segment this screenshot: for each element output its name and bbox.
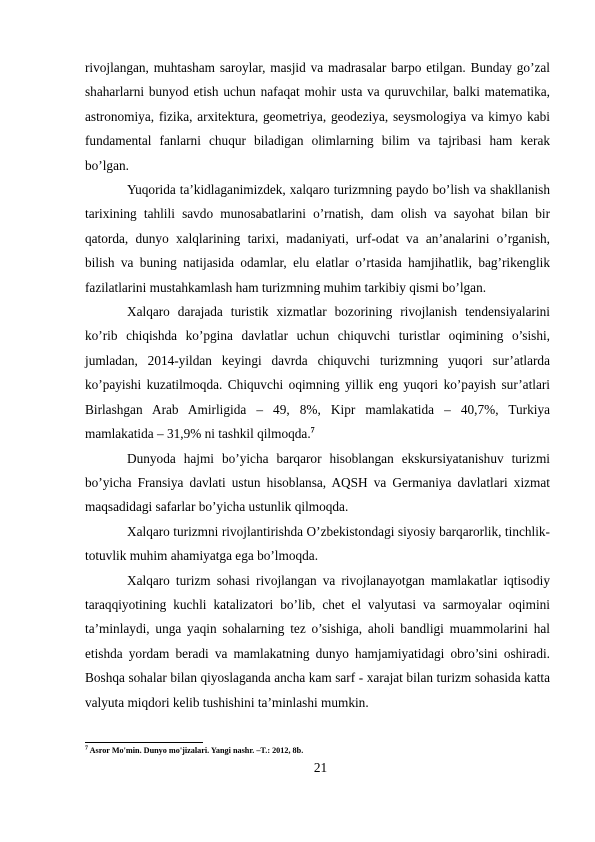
paragraph-2: Yuqorida ta’kidlaganimizdek, xalqaro turizmning paydo bo’lish va shakllanish tarixining tahlili savdo munosabatlarini o’rnatish, dam olish va sayohat bilan bir qatorda, dunyo xalqlarining tarixi, madaniyati, urf-odat va an’analarini o’rganish, bilish va buning natijasida odamlar, elu elatlar o’rtasida hamjihatlik, bag’rikenglik fazilatlarini mustahkamlash ham turizmning muhim tarkibiy qismi bo’lgan.	[85, 182, 550, 295]
footnote-text: Asror Mo'min. Dunyo mo'jizalari. Yangi nashr. –T.: 2012, 8b.	[89, 746, 304, 755]
paragraph-6: Xalqaro turizm sohasi rivojlangan va rivojlanayotgan mamlakatlar iqtisodiy taraqqiyotining kuchli katalizatori bo’lib, chet el valyutasi va sarmoyalar oqimini ta’minlaydi, unga yaqin sohalarning tez o’sishiga, aholi bandligi muammolarini hal etishda yordam beradi va mamlakatning dunyo hamjamiyatidagi obro’sini oshiradi. Boshqa sohalar bilan qiyoslaganda ancha kam sarf - xarajat bilan turizm sohasida katta valyuta miqdori kelib tushishini ta’minlashi mumkin.	[85, 572, 550, 710]
footnote-reference[interactable]: 7	[310, 425, 315, 435]
footnote-divider	[85, 742, 203, 743]
page-number: 21	[313, 760, 328, 775]
paragraph-5: Xalqaro turizmni rivojlantirishda O’zbekistondagi siyosiy barqarorlik, tinchlik- totuvlik muhim ahamiyatga ega bo’lmoqda.	[85, 523, 550, 564]
document-body	[85, 56, 550, 715]
paragraph-3	[85, 300, 550, 446]
paragraph-1: rivojlangan, muhtasham saroylar, masjid va madrasalar barpo etilgan. Bunday go’zal shaharlarni bunyod etish uchun nafaqat mohir usta va quruvchilar, balki matematika, astronomiya, fizika, arxitektura, geometriya, geodeziya, seysmologiya va kimyo kabi fundamental fanlarni chuqur biladigan olimlarning bilim va tajribasi ham kerak bo’lgan.	[85, 60, 550, 173]
footnote	[85, 745, 550, 756]
paragraph-3-text: Xalqaro darajada turistik xizmatlar bozorining rivojlanish tendensiyalarini ko’rib chiqishda ko’pgina davlatlar uchun chiquvchi turistlar oqimining o’sishi, jumladan, 2014-yildan keyingi davrda chiquvchi turizmning yuqori sur’atlarda ko’payishi kuzatilmoqda. Chiquvchi oqimning yillik eng yuqori ko’payish sur’atlari Birlashgan Arab Amirligida – 49, 8%, Kipr mamlakatida – 40,7%, Turkiya mamlakatida – 31,9% ni tashkil qilmoqda.	[85, 304, 550, 442]
paragraph-4: Dunyoda hajmi bo’yicha barqaror hisoblangan ekskursiyatanishuv turizmi bo’yicha Fransiya davlati ustun hisoblansa, AQSH va Germaniya davlatlari xizmat maqsadidagi safarlar bo’yicha ustunlik qilmoqda.	[85, 450, 550, 515]
footnote-marker: 7	[85, 745, 88, 752]
